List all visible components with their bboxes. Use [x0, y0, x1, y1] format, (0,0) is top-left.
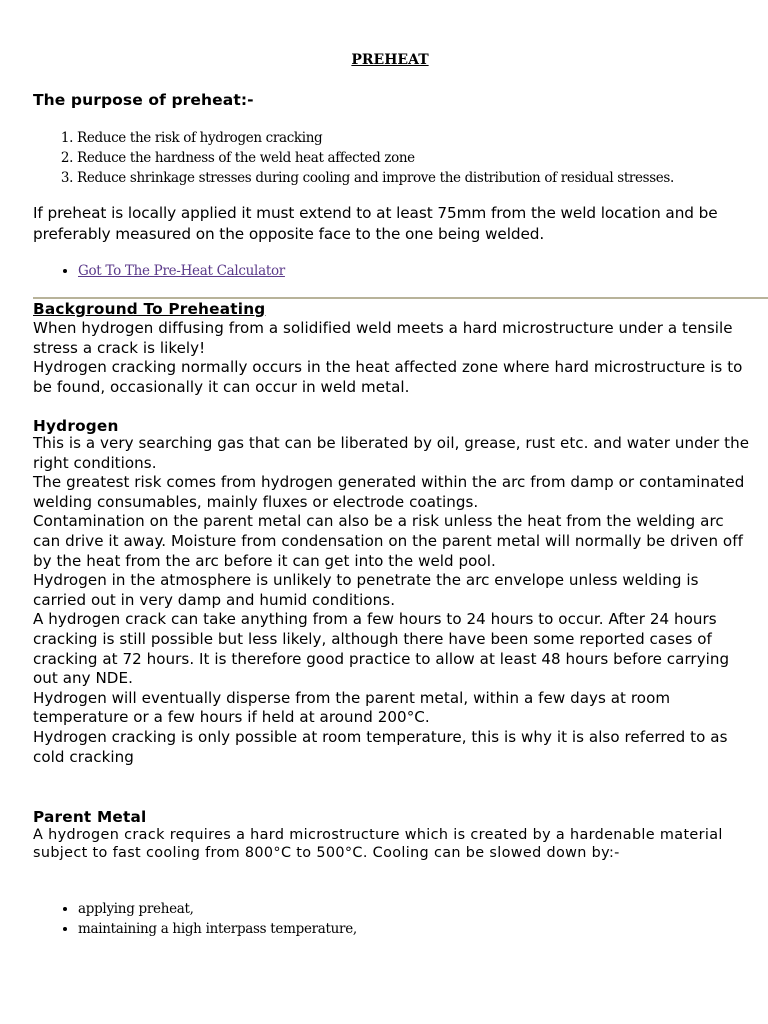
- parent-metal-paragraph: A hydrogen crack requires a hard microstructure which is created by a hardenable material subject to fast cooling from 800°C to 500°C. Cooling can be slowed down by:-: [33, 827, 723, 862]
- preheat-calculator-link[interactable]: Got To The Pre-Heat Calculator: [78, 263, 285, 279]
- parent-metal-heading: Parent Metal: [33, 808, 147, 826]
- hydrogen-heading: Hydrogen: [33, 417, 119, 435]
- cooling-methods-list: [33, 899, 357, 939]
- purpose-heading: The purpose of preheat:-: [33, 91, 254, 109]
- parent-metal-body: [33, 826, 755, 862]
- background-body: [33, 319, 755, 397]
- link-list: [33, 261, 285, 281]
- hydrogen-body: [33, 434, 755, 767]
- link-list-item: [78, 261, 285, 281]
- extend-paragraph: If preheat is locally applied it must extend to at least 75mm from the weld location and be preferably measured on the opposite face to the one being welded.: [33, 204, 718, 243]
- page-title: PREHEAT: [351, 52, 429, 68]
- purpose-item: 3. Reduce shrinkage stresses during cooling and improve the distribution of residual stresses.: [77, 168, 674, 188]
- cooling-method-item: • applying preheat,: [78, 899, 357, 919]
- hydrogen-line: Hydrogen in the atmosphere is unlikely to penetrate the arc envelope unless welding is carried out in very damp and humid conditions.: [33, 571, 699, 609]
- cooling-method-item: • maintaining a high interpass temperature,: [78, 919, 357, 939]
- hydrogen-line: Hydrogen will eventually disperse from the parent metal, within a few days at room temperature or a few hours if held at around 200°C.: [33, 688, 671, 727]
- hydrogen-line: The greatest risk comes from hydrogen generated within the arc from damp or contaminated welding consumables, mainly fluxes or electrode coatings.: [33, 473, 745, 511]
- hydrogen-line: Contamination on the parent metal can also be a risk unless the heat from the welding arc can drive it away. Moisture from condensation on the parent metal will normally be driven off by the heat from the arc before it can get into the weld pool.: [33, 512, 743, 570]
- background-heading: Background To Preheating: [33, 300, 266, 318]
- background-line: Hydrogen cracking normally occurs in the heat affected zone where hard microstructure is to be found, occasionally it can occur in weld metal.: [33, 358, 743, 396]
- hydrogen-line: A hydrogen crack can take anything from a few hours to 24 hours to occur. After 24 hours cracking is still possible but less likely, although there have been some reported cases of cracking at 72 hours. It is therefore good practice to allow at least 48 hours before carrying out any NDE.: [33, 610, 730, 688]
- hydrogen-line: Hydrogen cracking is only possible at room temperature, this is why it is also referred to as cold cracking: [33, 727, 728, 766]
- purpose-list: [33, 128, 674, 188]
- hydrogen-line: This is a very searching gas that can be liberated by oil, grease, rust etc. and water under the right conditions.: [33, 434, 750, 472]
- background-line: When hydrogen diffusing from a solidified weld meets a hard microstructure under a tensile stress a crack is likely!: [33, 319, 733, 357]
- purpose-item: 1. Reduce the risk of hydrogen cracking: [77, 128, 674, 148]
- purpose-item: 2. Reduce the hardness of the weld heat affected zone: [77, 148, 674, 168]
- horizontal-divider: [33, 297, 768, 299]
